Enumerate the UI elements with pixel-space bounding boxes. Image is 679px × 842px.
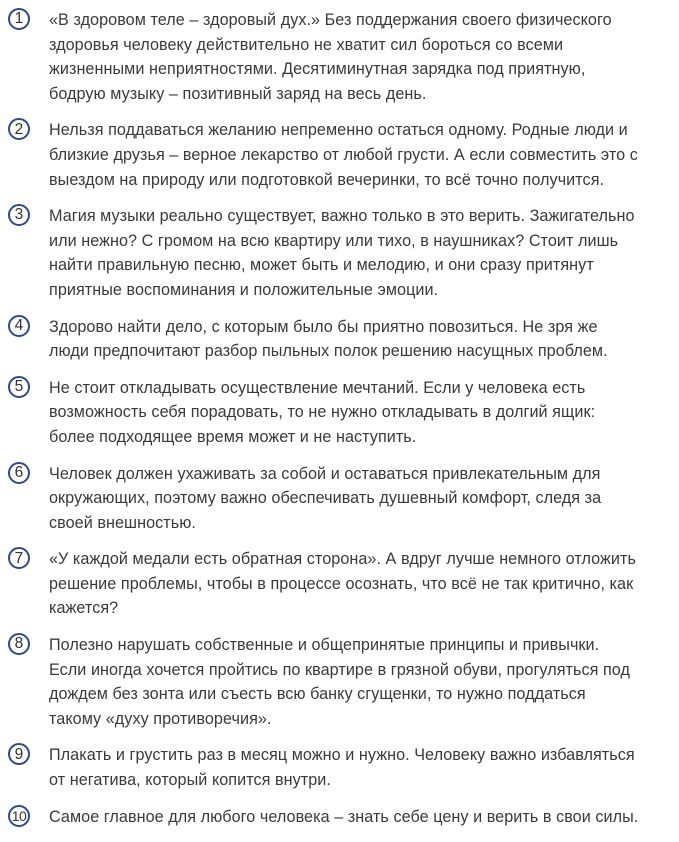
numbered-circle-icon: 8 [8,633,30,655]
list-item-text: Здорово найти дело, с которым было бы приятно повозиться. Не зря же люди предпочитают разбор пыльных полок решению насущных проблем. [49,317,608,361]
list-item [8,633,669,731]
list-item [8,8,669,106]
numbered-circle-icon: 6 [8,462,30,484]
list-item-text: Плакать и грустить раз в месяц можно и нужно. Человеку важно избавляться от негатива, который копится внутри. [49,746,635,790]
numbered-circle-icon: 4 [8,315,30,337]
list-item-text: Не стоит откладывать осуществление мечтаний. Если у человека есть возможность себя порадовать, то не нужно откладывать в долгий ящик: более подходящее время может и не наступить. [49,378,596,446]
list-item [8,805,669,830]
list-item-text: Магия музыки реально существует, важно только в это верить. Зажигательно или нежно? С громом на всю квартиру или тихо, в наушниках? Стоит лишь найти правильную песню, может быть и мелодию, и они сразу притянут приятные воспоминания и положительные эмоции. [49,207,635,299]
numbered-circle-icon: 2 [8,118,30,140]
list-item [8,376,669,450]
list-item-text: «В здоровом теле – здоровый дух.» Без поддержания своего физического здоровья человеку действительно не хватит сил бороться со всеми жизненными неприятностями. Десятиминутная зарядка под приятную, бодрую музыку – позитивный заряд на весь день. [49,11,612,103]
numbered-circle-icon: 1 [8,8,30,30]
list-item-text: Человек должен ухаживать за собой и оставаться привлекательным для окружающих, поэтому важно обеспечивать душевный комфорт, следя за своей внешностью. [49,464,602,532]
list-item [8,743,669,792]
numbered-circle-icon: 5 [8,376,30,398]
list-item-text: Самое главное для любого человека – знать себе цену и верить в свои силы. [49,807,639,826]
list-item [8,118,669,192]
numbered-circle-icon: 9 [8,743,30,765]
numbered-circle-icon: 7 [8,547,30,569]
numbered-circle-icon: 10 [8,805,30,827]
list-item-text: Нельзя поддаваться желанию непременно остаться одному. Родные люди и близкие друзья – верное лекарство от любой грусти. А если совместить это с выездом на природу или подготовкой вечеринки, то всё точно получится. [49,121,638,189]
list-item [8,204,669,302]
list-item-text: Полезно нарушать собственные и общепринятые принципы и привычки. Если иногда хочется пройтись по квартире в грязной обуви, прогуляться под дождем без зонта или съесть всю банку сгущенки, то нужно поддаться такому «духу противоречия». [49,636,630,728]
list-item [8,547,669,621]
list-item [8,462,669,536]
list-item [8,315,669,364]
numbered-circle-icon: 3 [8,204,30,226]
list-item-text: «У каждой медали есть обратная сторона». А вдруг лучше немного отложить решение проблемы, чтобы в процессе осознать, что всё не так критично, как кажется? [49,550,636,618]
